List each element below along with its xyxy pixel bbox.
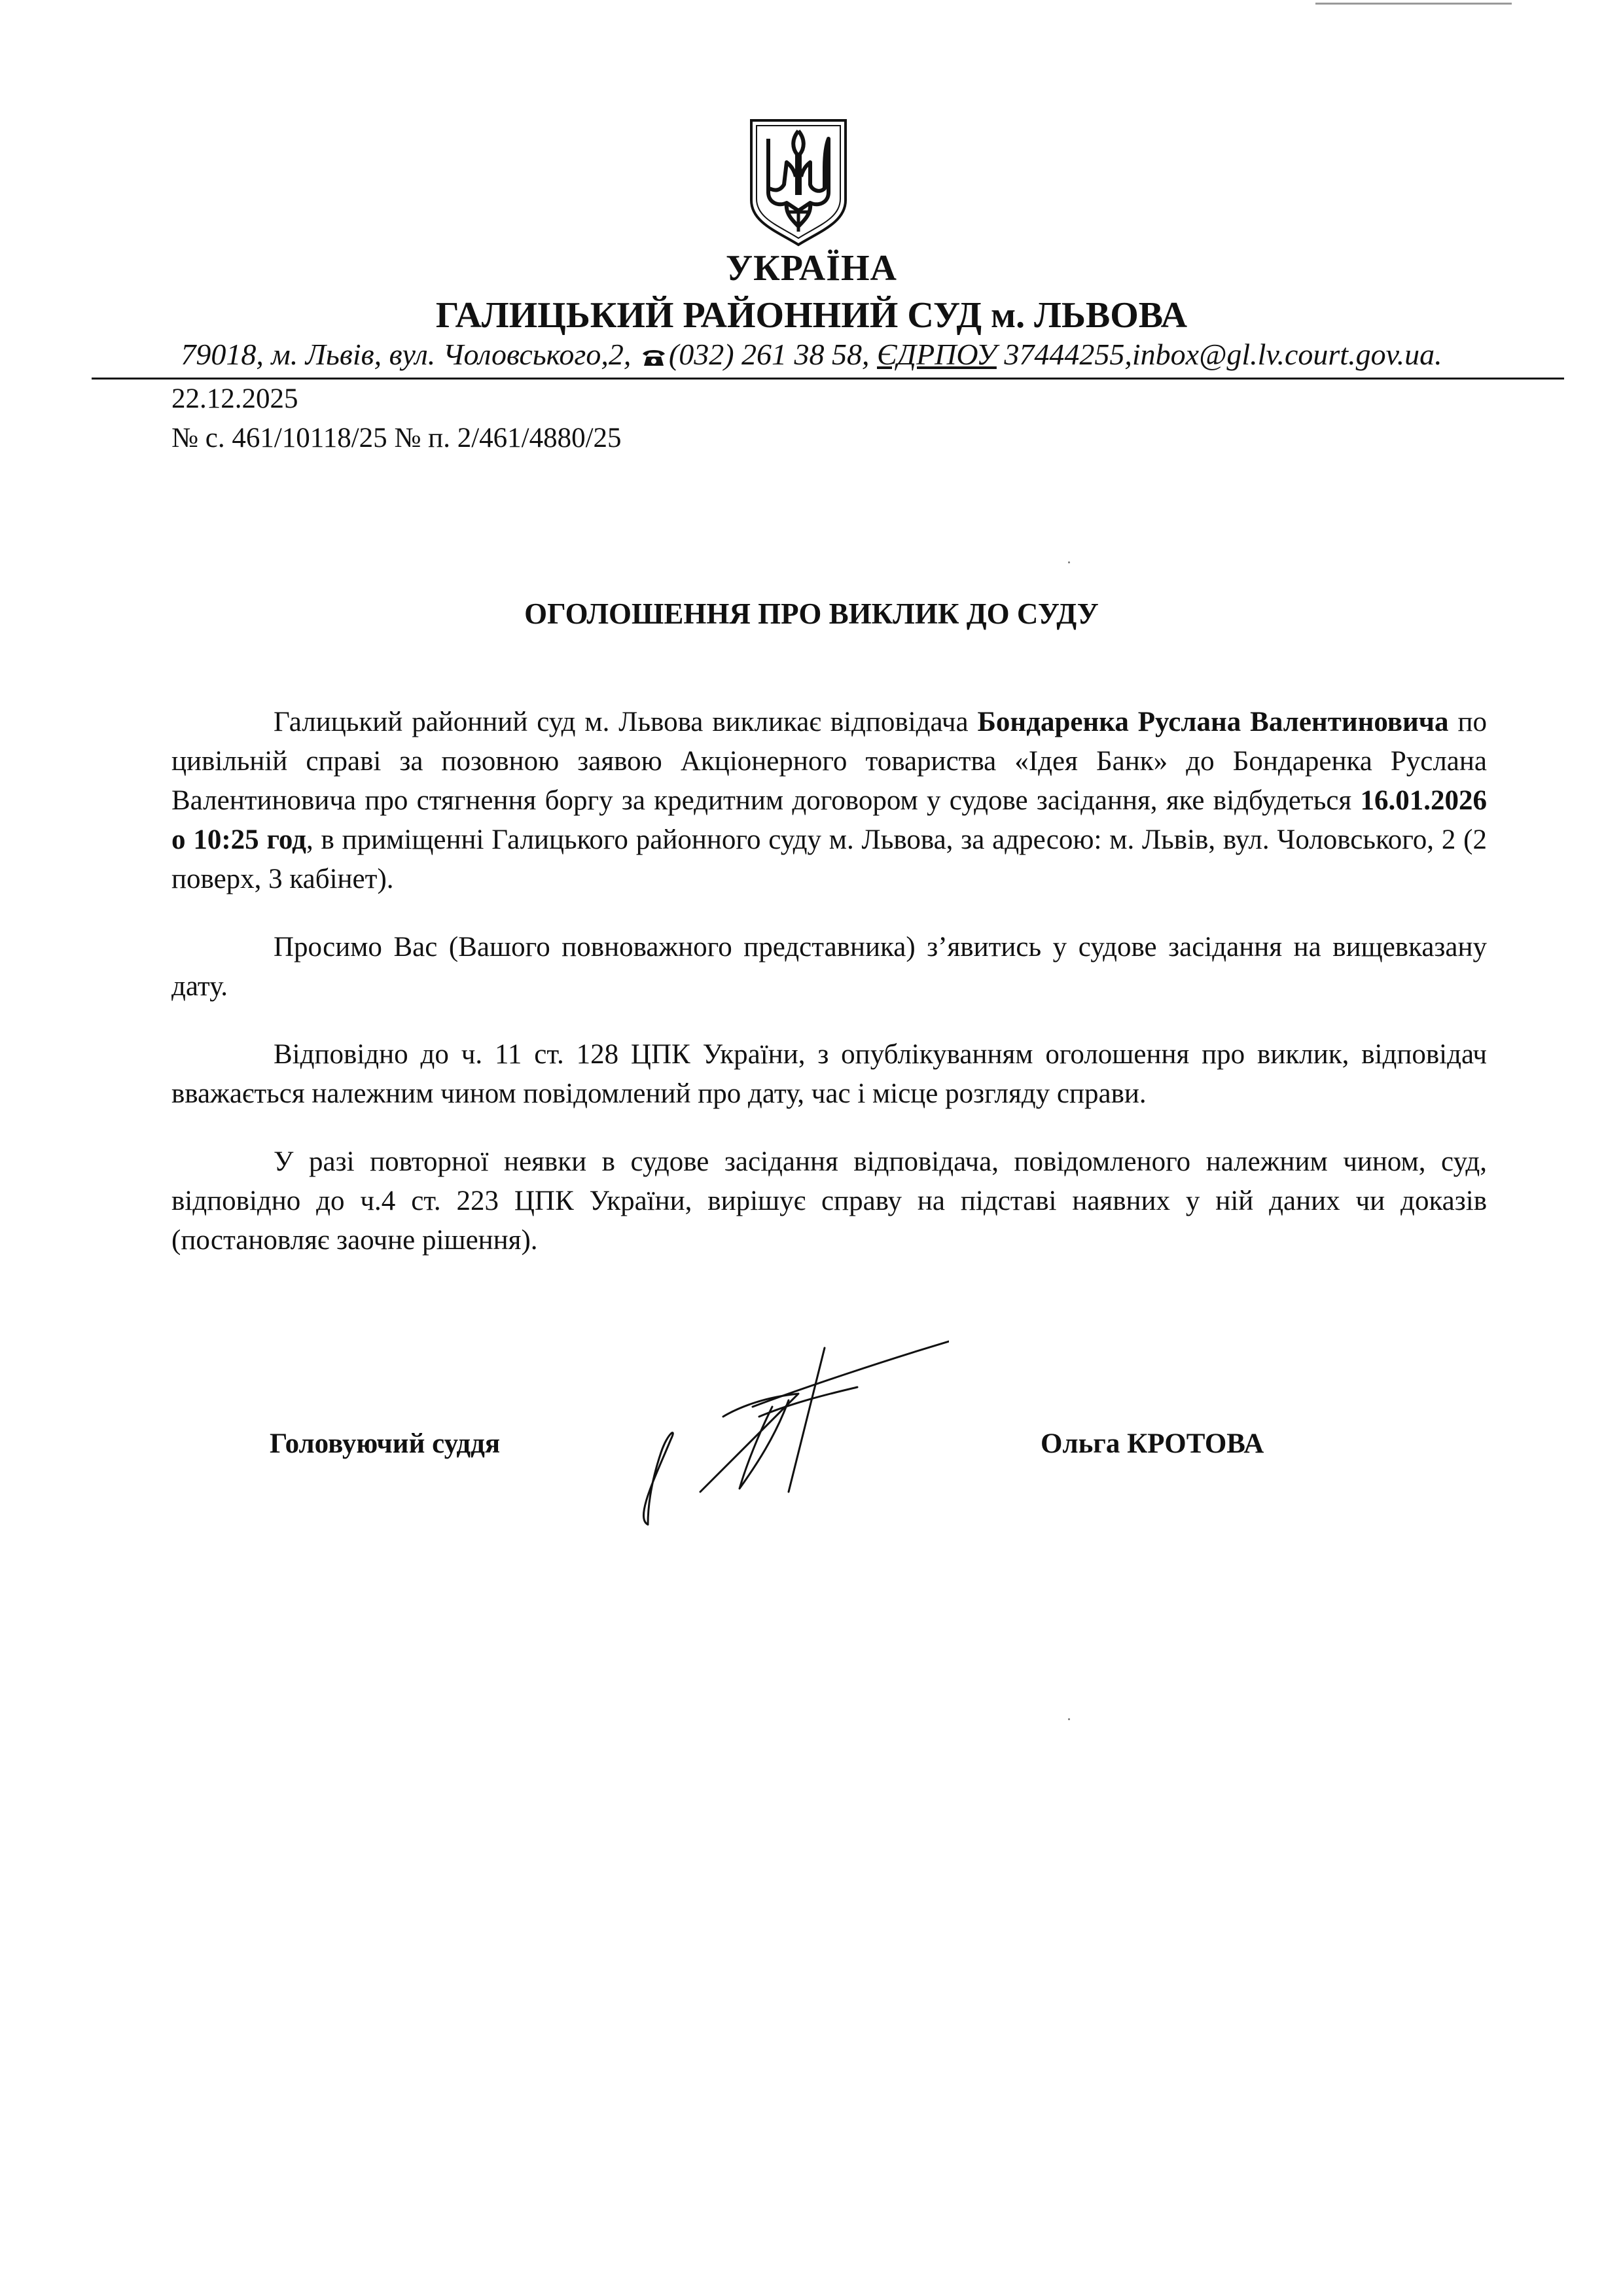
document-meta [171,380,622,458]
paragraph-summons [171,703,1487,899]
scan-edge-mark [1315,3,1512,5]
edrpou-label: ЄДРПОУ [877,338,997,371]
scan-speck [1068,1718,1070,1720]
defendant-name: Бондаренка Руслана Валентиновича [977,707,1449,737]
scan-speck [1068,561,1070,563]
edrpou-and-email: 37444255,inbox@gl.lv.court.gov.ua. [996,338,1442,371]
document-body [171,703,1487,1289]
court-address-line [92,337,1531,374]
paragraph-request: Просимо Вас (Вашого повноважного представника) з’явитись у судове засідання на вищевказану дату. [171,932,1487,1002]
telephone-icon [641,340,666,374]
judge-name: Ольга КРОТОВА [1041,1428,1264,1459]
case-numbers: № с. 461/10118/25 № п. 2/461/4880/25 [171,423,622,453]
summons-intro: Галицький районний суд м. Львова викликає відповідача [274,707,978,737]
signatory-role: Головуючий суддя [270,1428,501,1459]
paragraph-legal-notice: Відповідно до ч. 11 ст. 128 ЦПК України, з опублікуванням оголошення про виклик, відповідач вважається належним чином повідомлений про дату, час і місце розгляду справи. [171,1039,1487,1109]
summons-middle: по цивільній справі за позовною заявою Акціонерного товариства «Ідея Банк» до Бондаренка Руслана Валентиновича про стягнення боргу за кредитним договором у судове засідання, яке відбудеться [171,707,1487,816]
phone-number: (032) 261 38 58, [668,338,870,371]
handwritten-signature [609,1328,949,1544]
summons-end: , в приміщенні Галицького районного суду м. Львова, за адресою: м. Львів, вул. Чоловського, 2 (2 поверх, 3 кабінет). [171,824,1487,894]
document-date: 22.12.2025 [171,383,298,414]
court-name: ГАЛИЦЬКИЙ РАЙОННИЙ СУД м. ЛЬВОВА [435,295,1188,336]
paragraph-default-judgment: У разі повторної неявки в судове засідання відповідача, повідомленого належним чином, суд, відповідно до ч.4 ст. 223 ЦПК України, вирішує справу на підставі наявних у ній даних чи доказів (постановляє заочне рішення). [171,1146,1487,1256]
country-title: УКРАЇНА [726,248,897,289]
coat-of-arms-icon [746,116,851,247]
address-text: 79018, м. Львів, вул. Чоловського,2, [181,338,639,371]
document-title: ОГОЛОШЕННЯ ПРО ВИКЛИК ДО СУДУ [524,597,1099,630]
hearing-datetime: 16.01.2026 о 10:25 год [171,785,1487,855]
